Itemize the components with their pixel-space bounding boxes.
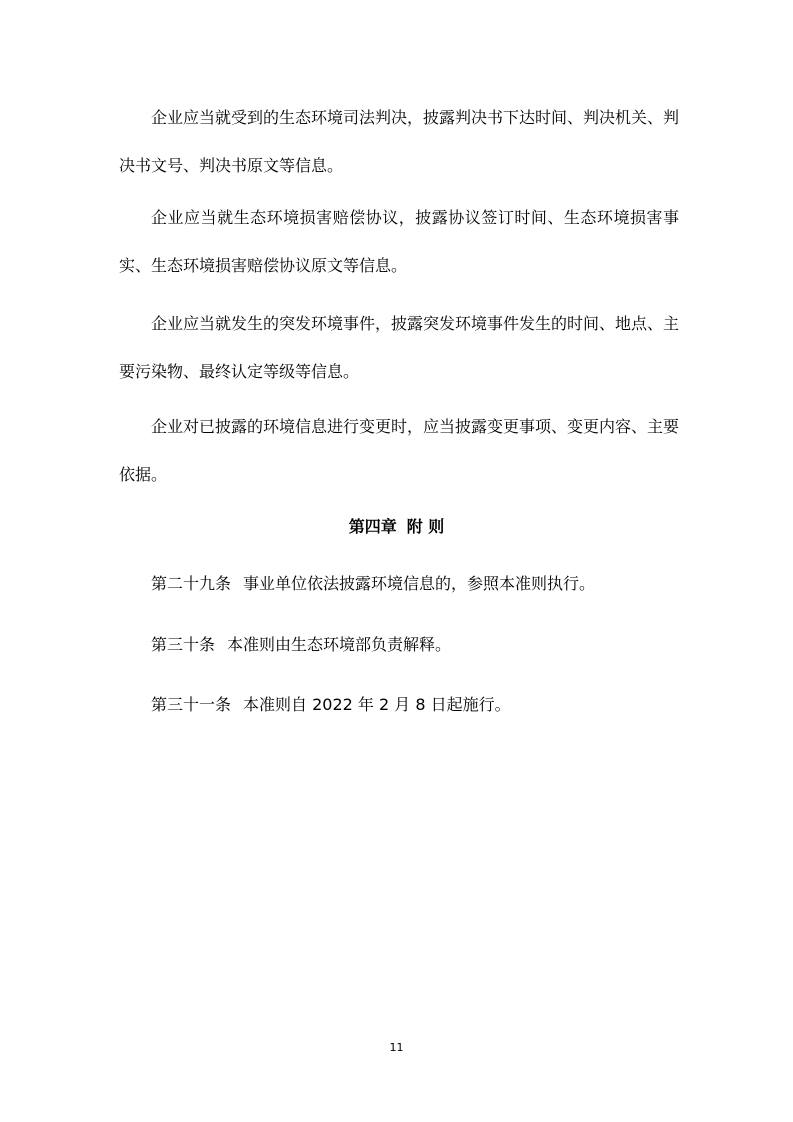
article-text: 本准则由生态环境部负责解释。 xyxy=(227,635,452,654)
chapter-number: 第四章 xyxy=(348,517,397,536)
paragraph-compensation-agreement: 企业应当就生态环境损害赔偿协议，披露协议签订时间、生态环境损害事实、生态环境损害赔偿协议原文等信息。 xyxy=(119,208,679,275)
paragraph-information-change: 企业对已披露的环境信息进行变更时，应当披露变更事项、变更内容、主要依据。 xyxy=(119,417,680,484)
paragraph-judicial-judgment: 企业应当就受到的生态环境司法判决，披露判决书下达时间、判决机关、判决书文号、判决书原文等信息。 xyxy=(119,108,680,175)
article-29 xyxy=(151,571,595,597)
chapter-title: 附 则 xyxy=(406,517,445,536)
chapter-heading xyxy=(0,514,793,540)
article-30 xyxy=(151,632,451,658)
article-number: 第三十条 xyxy=(151,635,216,654)
article-text: 本准则自 2022 年 2 月 8 日起施行。 xyxy=(243,695,511,714)
article-number: 第三十一条 xyxy=(151,695,232,714)
article-31 xyxy=(151,692,511,718)
paragraph-emergency-event: 企业应当就发生的突发环境事件，披露突发环境事件发生的时间、地点、主要污染物、最终认定等级等信息。 xyxy=(119,314,680,381)
article-text: 事业单位依法披露环境信息的，参照本准则执行。 xyxy=(243,574,596,593)
article-number: 第二十九条 xyxy=(151,574,232,593)
page-number: 11 xyxy=(389,1041,404,1054)
